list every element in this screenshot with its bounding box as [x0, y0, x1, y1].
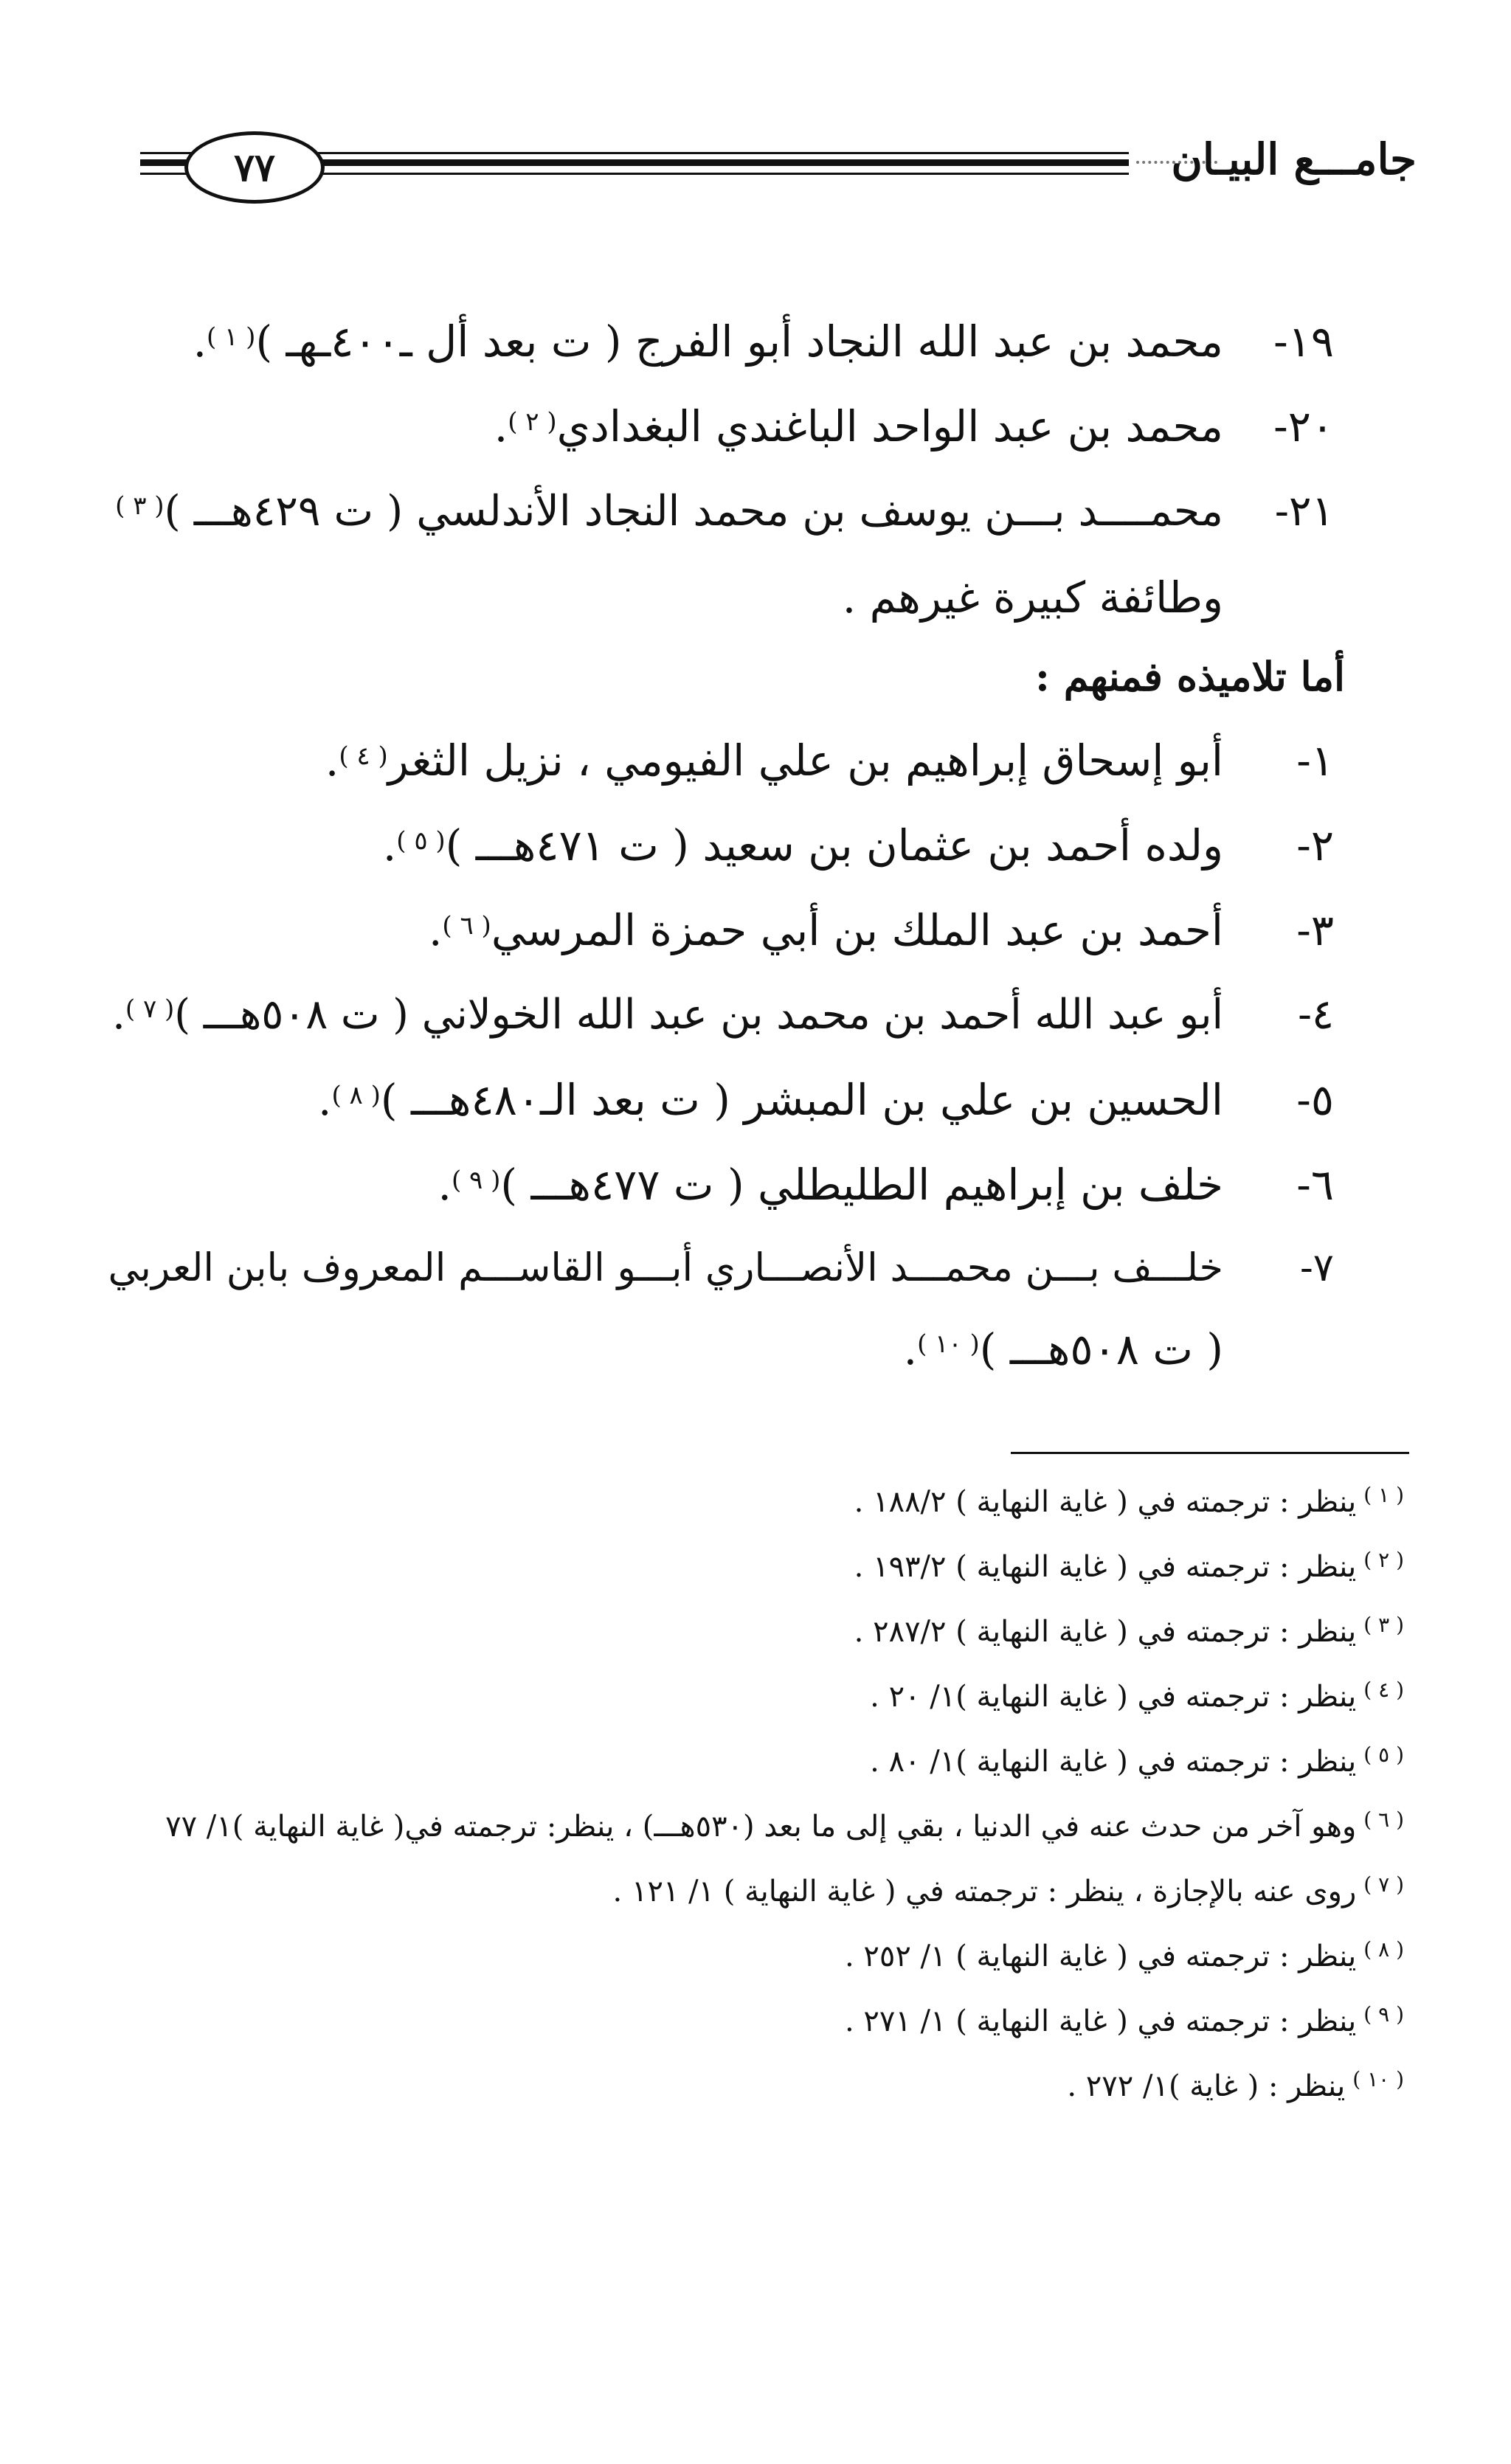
footnote: $^{( ٤ )}$ينظر : ترجمته في ( غاية النهاية )١/ ٢٠ . — [870, 1678, 1404, 1714]
list-item: ٢١-محمــــد بـــن يوسف بن محمد النجاد الأندلسي ( ت ٤٢٩هـــ )$^{( ٣ )}$ — [115, 487, 1334, 536]
footnote: $^{( ٦ )}$وهو آخر من حدث عنه في الدنيا ، بقي إلى ما بعد (٥٣٠هـــ) ، ينظر: ترجمته في( غاية النهاية )١/ ٧٧ — [165, 1807, 1404, 1844]
footnote-ref: ( ٧ ) — [125, 994, 175, 1025]
footnote: $^{( ٧ )}$روى عنه بالإجازة ، ينظر : ترجمته في ( غاية النهاية ) ١/ ١٢١ . — [612, 1872, 1404, 1909]
footnote: $^{( ٨ )}$ينظر : ترجمته في ( غاية النهاية ) ١/ ٢٥٢ . — [844, 1937, 1404, 1974]
footnote-ref: ( ١٠ ) — [917, 1329, 980, 1359]
footnote: $^{( ٩ )}$ينظر : ترجمته في ( غاية النهاية ) ١/ ٢٧١ . — [844, 2002, 1404, 2039]
footnote-ref: ( ٤ ) — [339, 741, 388, 772]
list-item: ٧-خلـــف بـــن محمـــد الأنصـــاري أبـــو القاســـم المعروف بابن العربي — [108, 1245, 1334, 1290]
teachers-closing: وطائفة كبيرة غيرهم . — [842, 572, 1223, 623]
footnote: $^{( ٢ )}$ينظر : ترجمته في ( غاية النهاية ) ١٩٣/٢ . — [854, 1548, 1404, 1585]
list-item: ٦-خلف بن إبراهيم الطليطلي ( ت ٤٧٧هـــ )$^{( ٩ )}$. — [438, 1160, 1334, 1210]
list-item: ٤-أبو عبد الله أحمد بن محمد بن عبد الله الخولاني ( ت ٥٠٨هـــ )$^{( ٧ )}$. — [112, 991, 1334, 1039]
book-title: جامـــع البيـان — [1171, 134, 1417, 184]
footnote-ref: ( ٨ ) — [331, 1081, 381, 1111]
section-heading: أما تلاميذه فمنهم : — [1035, 653, 1345, 700]
footnote-ref: ( ٢ ) — [508, 407, 557, 437]
list-item: ٢-ولده أحمد بن عثمان بن سعيد ( ت ٤٧١هـــ )$^{( ٥ )}$. — [382, 820, 1334, 871]
list-item: ١-أبو إسحاق إبراهيم بن علي الفيومي ، نزيل الثغر$^{( ٤ )}$. — [325, 736, 1334, 786]
footnote-ref: ( ٩ ) — [451, 1166, 501, 1196]
list-item-continuation: ( ت ٥٠٨هـــ )$^{( ١٠ )}$. — [903, 1324, 1223, 1374]
footnote-ref: ( ٦ ) — [442, 911, 491, 941]
footnote-ref: ( ٣ ) — [115, 491, 165, 522]
list-item: ٢٠-محمد بن عبد الواحد الباغندي البغدادي$^{( ٢ )}$. — [494, 401, 1334, 451]
footnote: $^{( ١٠ )}$ينظر : ( غاية )١/ ٢٧٢ . — [1067, 2067, 1404, 2104]
page-header — [140, 125, 1417, 207]
list-item: ٣-أحمد بن عبد الملك بن أبي حمزة المرسي$^{( ٦ )}$. — [428, 905, 1334, 955]
footnote-ref: ( ١ ) — [207, 322, 256, 353]
list-item: ٥-الحسين بن علي بن المبشر ( ت بعد الـ٤٨٠هـــ )$^{( ٨ )}$. — [318, 1075, 1334, 1125]
footnote: $^{( ٥ )}$ينظر : ترجمته في ( غاية النهاية )١/ ٨٠ . — [870, 1743, 1404, 1779]
list-item: ١٩-محمد بن عبد الله النجاد أبو الفرج ( ت بعد أل ـ٤٠٠ـهـ )$^{( ١ )}$. — [193, 316, 1334, 367]
footnote: $^{( ٣ )}$ينظر : ترجمته في ( غاية النهاية ) ٢٨٧/٢ . — [854, 1613, 1404, 1650]
page-number: ٧٧ — [184, 131, 325, 204]
footnote-divider — [1011, 1452, 1409, 1454]
footnote-ref: ( ٥ ) — [396, 826, 446, 856]
footnote: $^{( ١ )}$ينظر : ترجمته في ( غاية النهاية ) ١٨٨/٢ . — [854, 1483, 1404, 1520]
